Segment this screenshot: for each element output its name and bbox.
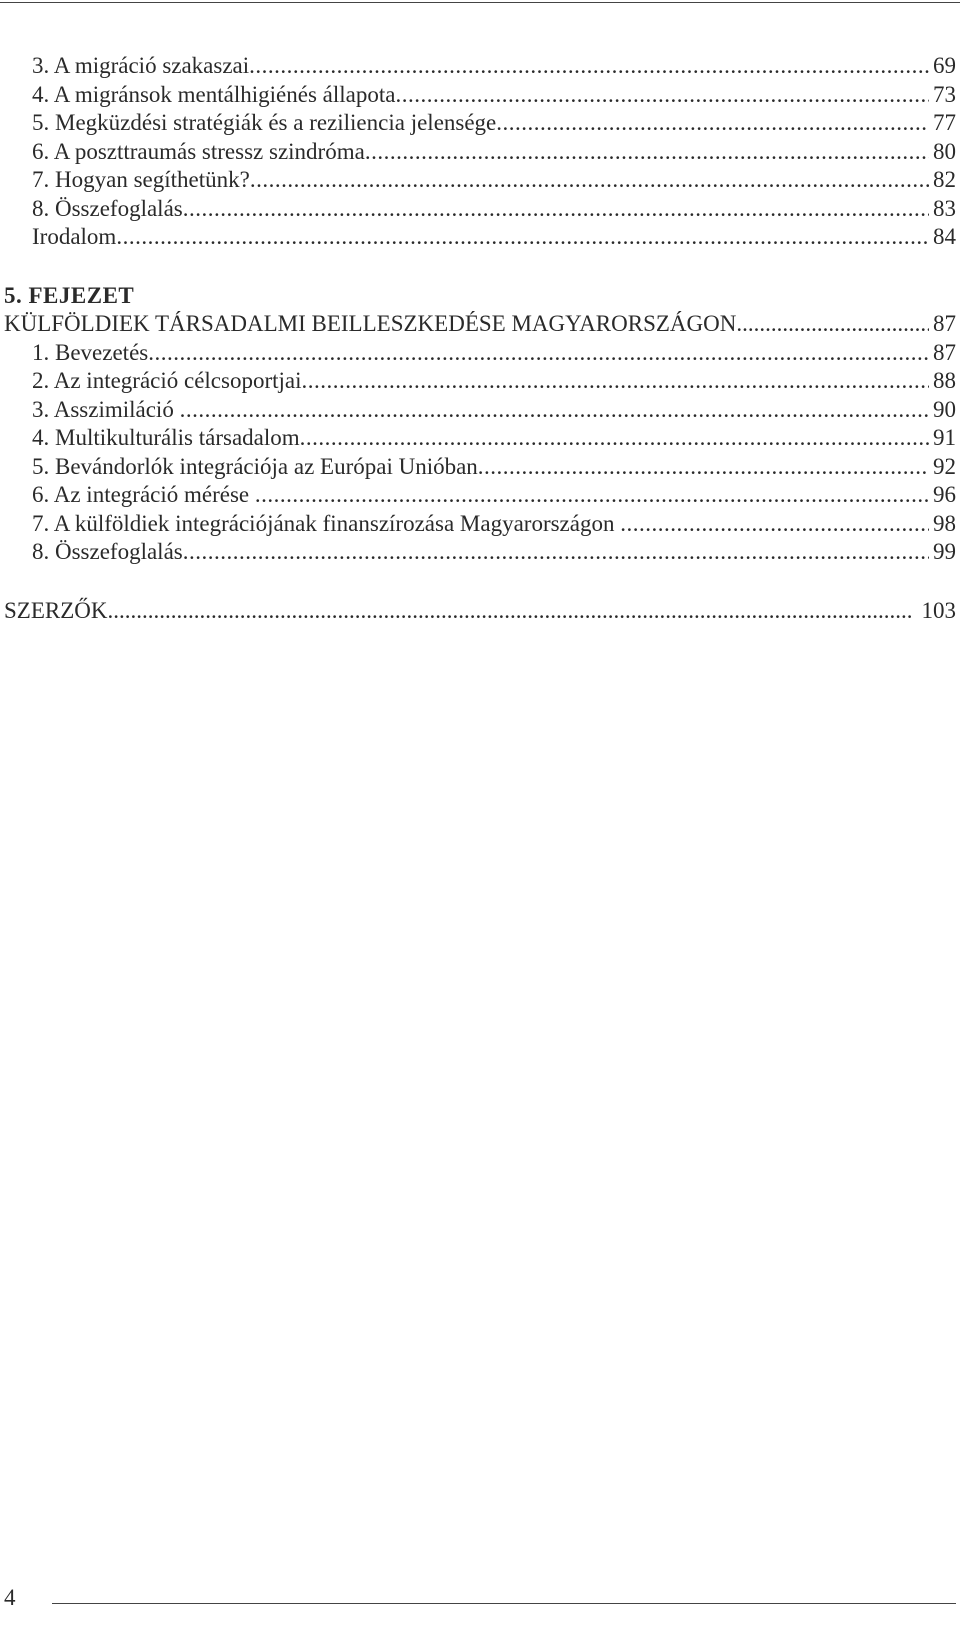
toc-entry[interactable] xyxy=(4,339,956,368)
chapter-page: 87 xyxy=(933,311,956,336)
toc-entry[interactable] xyxy=(4,510,956,539)
toc-entry-title: 6. A poszttraumás stressz szindróma xyxy=(32,138,365,164)
toc-entry-title: 5. Bevándorlók integrációja az Európai Unióban xyxy=(32,453,478,479)
toc-entry-title: 7. A külföldiek integrációjának finanszírozása Magyarországon xyxy=(32,510,621,536)
toc-entry-page: 84 xyxy=(933,224,956,249)
toc-entry[interactable] xyxy=(4,81,956,110)
toc-entry[interactable] xyxy=(4,453,956,482)
dot-leader xyxy=(302,367,929,396)
toc-entry[interactable] xyxy=(4,223,956,252)
dot-leader xyxy=(148,339,929,368)
toc-entry-title: 8. Összefoglalás xyxy=(32,195,183,221)
toc-entry-title: Irodalom xyxy=(32,224,117,249)
authors-entry[interactable] xyxy=(4,597,956,626)
toc-entry-page: 90 xyxy=(933,396,956,422)
toc-entry-title: 8. Összefoglalás xyxy=(32,539,183,564)
dot-leader xyxy=(108,597,918,626)
toc-entry[interactable] xyxy=(4,538,956,567)
toc-entry-page: 88 xyxy=(933,368,956,393)
chapter-title: KÜLFÖLDIEK TÁRSADALMI BEILLESZKEDÉSE MAGYARORSZÁGON xyxy=(4,311,737,336)
dot-leader xyxy=(255,481,929,510)
dot-leader xyxy=(395,81,929,110)
toc-entry[interactable] xyxy=(4,166,956,195)
dot-leader xyxy=(300,424,929,453)
dot-leader xyxy=(736,310,929,339)
dot-leader xyxy=(116,223,929,252)
toc-entry-page: 83 xyxy=(933,195,956,221)
toc-entry-page: 87 xyxy=(933,339,956,365)
toc-entry-title: 1. Bevezetés xyxy=(32,339,149,365)
toc-entry[interactable] xyxy=(4,367,956,396)
toc-entry-title: 3. A migráció szakaszai xyxy=(32,53,250,78)
toc-entry-title: 7. Hogyan segíthetünk? xyxy=(32,167,250,192)
chapter-number: 5. FEJEZET xyxy=(4,282,135,308)
toc-entry[interactable] xyxy=(4,138,956,167)
toc-entry[interactable] xyxy=(4,52,956,81)
toc-entry-page: 98 xyxy=(933,510,956,536)
dot-leader xyxy=(249,52,929,81)
dot-leader xyxy=(183,195,929,224)
toc-entry-page: 82 xyxy=(933,167,956,192)
top-rule xyxy=(0,2,960,3)
toc-entry-title: 4. A migránsok mentálhigiénés állapota xyxy=(32,81,396,107)
dot-leader xyxy=(180,396,929,425)
toc-entry-title: 4. Multikulturális társadalom xyxy=(32,425,300,450)
toc-entry-page: 69 xyxy=(933,53,956,78)
spacer xyxy=(4,567,956,597)
toc-entry-title: 3. Asszimiláció xyxy=(32,396,180,422)
toc-entry-page: 92 xyxy=(933,453,956,479)
dot-leader xyxy=(478,453,929,482)
dot-leader xyxy=(250,166,929,195)
toc-entry-page: 91 xyxy=(933,425,956,450)
authors-title: SZERZŐK xyxy=(4,597,108,623)
spacer xyxy=(4,252,956,282)
table-of-contents xyxy=(4,52,956,625)
toc-entry-page: 73 xyxy=(933,81,956,107)
page-number: 4 xyxy=(4,1585,16,1610)
toc-entry-title: 2. Az integráció célcsoportjai xyxy=(32,368,302,393)
toc-entry-page: 96 xyxy=(933,482,956,507)
footer-rule xyxy=(52,1603,956,1604)
toc-entry[interactable] xyxy=(4,424,956,453)
toc-entry-page: 77 xyxy=(933,110,956,135)
chapter-title-entry[interactable] xyxy=(4,310,956,339)
toc-entry[interactable] xyxy=(4,396,956,425)
dot-leader xyxy=(496,109,929,138)
dot-leader xyxy=(183,538,929,567)
toc-entry-page: 99 xyxy=(933,539,956,564)
toc-entry-title: 5. Megküzdési stratégiák és a reziliencia jelensége xyxy=(32,110,497,135)
toc-entry[interactable] xyxy=(4,109,956,138)
toc-entry-page: 80 xyxy=(933,138,956,164)
toc-entry-title: 6. Az integráció mérése xyxy=(32,482,255,507)
toc-entry[interactable] xyxy=(4,481,956,510)
authors-page: 103 xyxy=(921,597,956,623)
dot-leader xyxy=(620,510,929,539)
toc-entry[interactable] xyxy=(4,195,956,224)
dot-leader xyxy=(365,138,929,167)
